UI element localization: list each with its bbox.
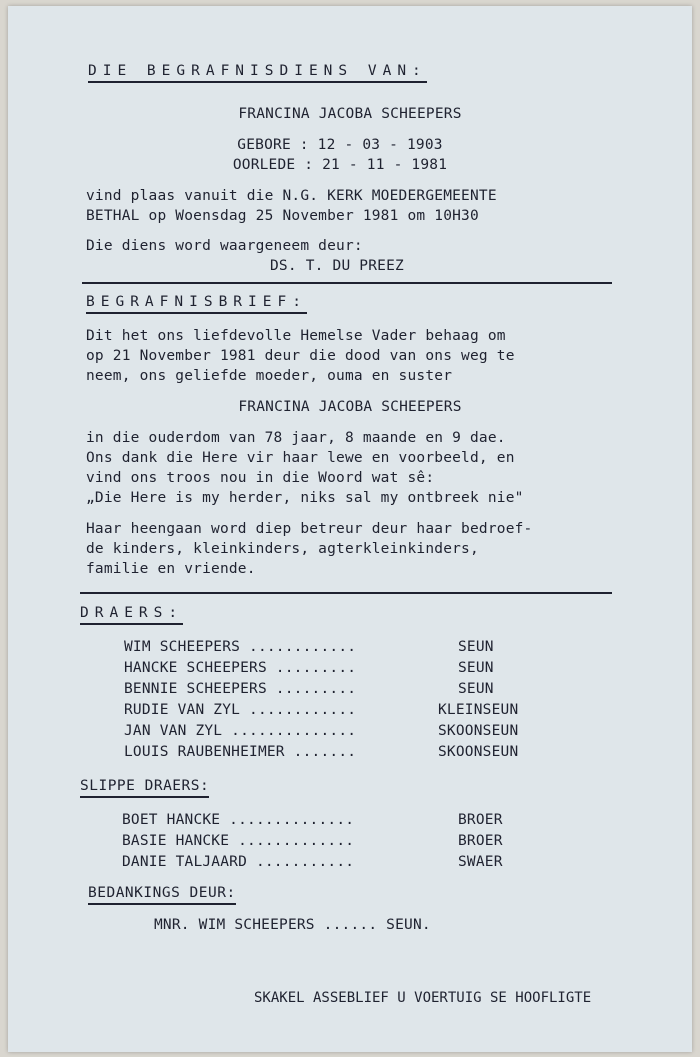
letter-p3-line: Haar heengaan word diep betreur deur haar bedroef- <box>86 521 533 537</box>
venue-line-2: BETHAL op Woensdag 25 November 1981 om 10H30 <box>86 208 479 224</box>
birth-date: GEBORE : 12 - 03 - 1903 <box>237 137 443 153</box>
bearer-relation: SKOONSEUN <box>438 744 519 760</box>
thanks-heading: BEDANKINGS DEUR: <box>88 884 236 905</box>
bearer-relation: SEUN <box>458 660 494 676</box>
deceased-name: FRANCINA JACOBA SCHEEPERS <box>238 106 462 122</box>
letter-p1-line: op 21 November 1981 deur die dood van ons weg te <box>86 348 515 364</box>
letter-p3-line: de kinders, kleinkinders, agterkleinkinders, <box>86 541 479 557</box>
venue-line-1: vind plaas vanuit die N.G. KERK MOEDERGEMEENTE <box>86 188 497 204</box>
officiant-intro: Die diens word waargeneem deur: <box>86 238 363 254</box>
bearer-relation: SEUN <box>458 639 494 655</box>
letter-p3-line: familie en vriende. <box>86 561 256 577</box>
headlights-notice: SKAKEL ASSEBLIEF U VOERTUIG SE HOOFLIGTE <box>254 990 592 1006</box>
pall-bearers-heading: SLIPPE DRAERS: <box>80 777 209 798</box>
bearer-name: WIM SCHEEPERS ............ <box>124 639 357 655</box>
thanks-line: MNR. WIM SCHEEPERS ...... SEUN. <box>154 917 431 933</box>
service-heading: DIE BEGRAFNISDIENS VAN: <box>88 62 427 83</box>
pall-bearer-name: BASIE HANCKE ............. <box>122 833 355 849</box>
bearer-name: HANCKE SCHEEPERS ......... <box>124 660 357 676</box>
letter-p2-line: in die ouderdom van 78 jaar, 8 maande en 9 dae. <box>86 430 506 446</box>
letter-p1-line: Dit het ons liefdevolle Hemelse Vader behaag om <box>86 328 506 344</box>
letter-p2-line: Ons dank die Here vir haar lewe en voorbeeld, en <box>86 450 515 466</box>
bearer-relation: SEUN <box>458 681 494 697</box>
death-date: OORLEDE : 21 - 11 - 1981 <box>232 157 448 173</box>
bearer-name: JAN VAN ZYL .............. <box>124 723 357 739</box>
letter-p2-line: vind ons troos nou in die Woord wat sê: <box>86 470 435 486</box>
scripture-quote: „Die Here is my herder, niks sal my ontbreek nie" <box>86 490 524 506</box>
bearer-relation: KLEINSEUN <box>438 702 519 718</box>
pall-bearer-name: DANIE TALJAARD ........... <box>122 854 355 870</box>
divider <box>82 282 612 284</box>
divider <box>80 592 612 594</box>
pall-bearer-relation: SWAER <box>458 854 503 870</box>
letter-heading: BEGRAFNISBRIEF: <box>86 293 307 314</box>
letter-p1-line: neem, ons geliefde moeder, ouma en suster <box>86 368 453 384</box>
pall-bearer-relation: BROER <box>458 812 503 828</box>
bearer-name: LOUIS RAUBENHEIMER ....... <box>124 744 357 760</box>
bearer-relation: SKOONSEUN <box>438 723 519 739</box>
letter-deceased-name: FRANCINA JACOBA SCHEEPERS <box>238 399 462 415</box>
bearer-name: RUDIE VAN ZYL ............ <box>124 702 357 718</box>
bearers-heading: DRAERS: <box>80 604 183 625</box>
officiant-name: DS. T. DU PREEZ <box>270 258 404 274</box>
funeral-program-sheet <box>8 6 692 1052</box>
pall-bearer-name: BOET HANCKE .............. <box>122 812 355 828</box>
bearer-name: BENNIE SCHEEPERS ......... <box>124 681 357 697</box>
pall-bearer-relation: BROER <box>458 833 503 849</box>
